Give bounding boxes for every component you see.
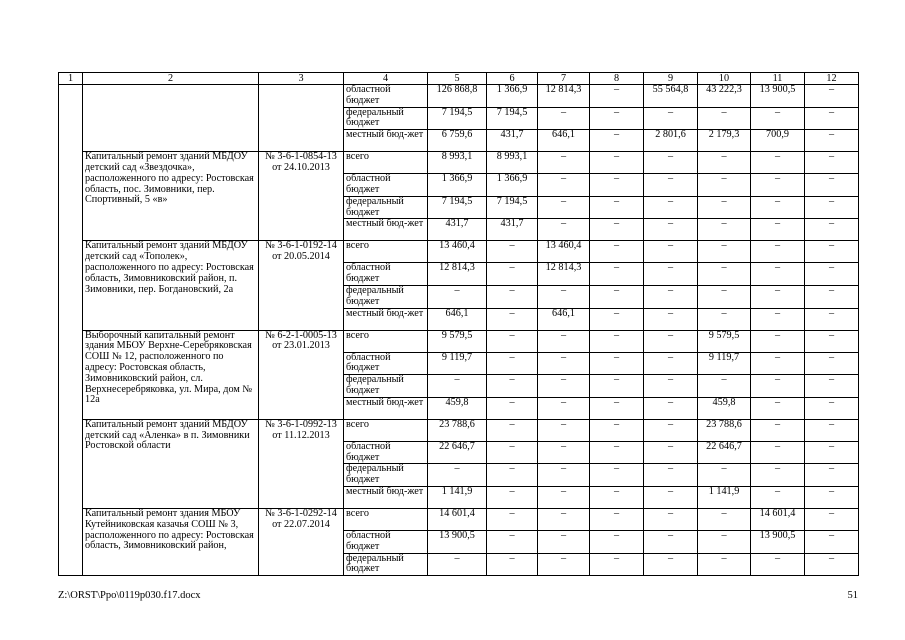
budget-table: [58, 72, 859, 576]
amount-cell: –: [698, 375, 751, 398]
amount-cell: 7 194,5: [487, 107, 538, 130]
amount-cell: 12 814,3: [428, 263, 487, 286]
column-number-cell: 10: [698, 73, 751, 85]
amount-cell: –: [590, 196, 644, 219]
amount-cell: 700,9: [751, 130, 805, 152]
amount-cell: –: [590, 397, 644, 419]
amount-cell: –: [590, 285, 644, 308]
funding-source-cell: федеральный бюджет: [344, 375, 428, 398]
amount-cell: –: [751, 308, 805, 330]
amount-cell: –: [698, 107, 751, 130]
amount-cell: –: [487, 397, 538, 419]
amount-cell: –: [805, 486, 859, 508]
amount-cell: 43 222,3: [698, 85, 751, 108]
amount-cell: –: [698, 152, 751, 174]
table-row: [59, 330, 859, 352]
amount-cell: 9 579,5: [698, 330, 751, 352]
amount-cell: 459,8: [428, 397, 487, 419]
amount-cell: –: [805, 508, 859, 530]
amount-cell: –: [805, 107, 859, 130]
amount-cell: 459,8: [698, 397, 751, 419]
amount-cell: –: [538, 330, 590, 352]
funding-source-cell: областной бюджет: [344, 85, 428, 108]
funding-source-cell: всего: [344, 330, 428, 352]
amount-cell: 1 366,9: [487, 174, 538, 197]
amount-cell: –: [487, 553, 538, 576]
column-number-cell: 5: [428, 73, 487, 85]
amount-cell: –: [805, 174, 859, 197]
amount-cell: –: [644, 464, 698, 487]
amount-cell: –: [538, 174, 590, 197]
amount-cell: –: [698, 553, 751, 576]
amount-cell: –: [590, 107, 644, 130]
row-number-cell: [59, 85, 83, 576]
column-number-cell: 7: [538, 73, 590, 85]
amount-cell: –: [590, 85, 644, 108]
amount-cell: –: [590, 464, 644, 487]
amount-cell: –: [428, 285, 487, 308]
column-number-cell: 4: [344, 73, 428, 85]
object-name-cell: Капитальный ремонт зданий МБДОУ детский сад «Аленка» в п. Зимовники Ростовской области: [83, 419, 259, 508]
amount-cell: –: [487, 441, 538, 464]
amount-cell: 8 993,1: [487, 152, 538, 174]
column-number-cell: 1: [59, 73, 83, 85]
amount-cell: 14 601,4: [751, 508, 805, 530]
funding-source-cell: местный бюд-жет: [344, 308, 428, 330]
table-row: [59, 241, 859, 263]
amount-cell: –: [538, 152, 590, 174]
amount-cell: –: [805, 441, 859, 464]
amount-cell: –: [805, 530, 859, 553]
amount-cell: 13 900,5: [428, 530, 487, 553]
amount-cell: –: [538, 352, 590, 375]
amount-cell: –: [644, 196, 698, 219]
amount-cell: –: [590, 308, 644, 330]
amount-cell: –: [751, 219, 805, 241]
amount-cell: –: [590, 441, 644, 464]
amount-cell: 23 788,6: [428, 419, 487, 441]
amount-cell: –: [590, 508, 644, 530]
amount-cell: –: [590, 375, 644, 398]
amount-cell: –: [538, 375, 590, 398]
amount-cell: –: [538, 285, 590, 308]
funding-source-cell: областной бюджет: [344, 530, 428, 553]
amount-cell: –: [590, 486, 644, 508]
funding-source-cell: областной бюджет: [344, 174, 428, 197]
amount-cell: –: [538, 219, 590, 241]
amount-cell: –: [590, 152, 644, 174]
amount-cell: 55 564,8: [644, 85, 698, 108]
amount-cell: –: [805, 419, 859, 441]
amount-cell: –: [487, 330, 538, 352]
amount-cell: –: [538, 508, 590, 530]
amount-cell: –: [644, 441, 698, 464]
amount-cell: –: [487, 486, 538, 508]
amount-cell: –: [805, 130, 859, 152]
amount-cell: –: [805, 196, 859, 219]
amount-cell: –: [487, 530, 538, 553]
expertise-number-cell: № 3-6-1-0854-13 от 24.10.2013: [259, 152, 344, 241]
amount-cell: –: [428, 553, 487, 576]
amount-cell: 646,1: [538, 308, 590, 330]
amount-cell: –: [751, 196, 805, 219]
column-number-header: [59, 73, 859, 85]
amount-cell: –: [590, 130, 644, 152]
column-number-cell: 12: [805, 73, 859, 85]
amount-cell: 646,1: [538, 130, 590, 152]
amount-cell: –: [644, 107, 698, 130]
amount-cell: 646,1: [428, 308, 487, 330]
amount-cell: –: [538, 464, 590, 487]
amount-cell: –: [644, 553, 698, 576]
amount-cell: –: [805, 152, 859, 174]
amount-cell: –: [751, 241, 805, 263]
amount-cell: –: [644, 419, 698, 441]
column-number-cell: 8: [590, 73, 644, 85]
amount-cell: –: [487, 419, 538, 441]
table-row: [59, 85, 859, 108]
amount-cell: 1 366,9: [487, 85, 538, 108]
amount-cell: –: [805, 397, 859, 419]
funding-source-cell: местный бюд-жет: [344, 486, 428, 508]
amount-cell: –: [644, 308, 698, 330]
column-number-cell: 2: [83, 73, 259, 85]
object-name-cell: Капитальный ремонт здания МБОУ Кутейниковская казачья СОШ № 3, расположенного по адресу: Ростовская область, Зимовниковский район,: [83, 508, 259, 575]
amount-cell: 14 601,4: [428, 508, 487, 530]
amount-cell: –: [751, 375, 805, 398]
amount-cell: –: [487, 241, 538, 263]
amount-cell: 431,7: [487, 219, 538, 241]
funding-source-cell: местный бюд-жет: [344, 397, 428, 419]
amount-cell: –: [487, 285, 538, 308]
amount-cell: –: [644, 263, 698, 286]
amount-cell: 7 194,5: [428, 196, 487, 219]
amount-cell: –: [751, 553, 805, 576]
amount-cell: –: [428, 375, 487, 398]
amount-cell: –: [751, 464, 805, 487]
amount-cell: –: [590, 330, 644, 352]
funding-source-cell: областной бюджет: [344, 441, 428, 464]
amount-cell: –: [590, 219, 644, 241]
amount-cell: –: [751, 352, 805, 375]
amount-cell: 12 814,3: [538, 263, 590, 286]
funding-source-cell: областной бюджет: [344, 352, 428, 375]
amount-cell: –: [590, 352, 644, 375]
amount-cell: –: [487, 263, 538, 286]
table-row: [59, 419, 859, 441]
funding-source-cell: федеральный бюджет: [344, 107, 428, 130]
footer-page-number: 51: [847, 590, 858, 601]
column-number-cell: 11: [751, 73, 805, 85]
amount-cell: –: [751, 397, 805, 419]
object-name-cell: Выборочный капитальный ремонт здания МБОУ Верхне-Серебряковская СОШ № 12, расположенного по адресу: Ростовская область, Зимовниковский район, сл. Верхнесеребряковка, ул. Мира, дом № 12а: [83, 330, 259, 419]
amount-cell: –: [698, 241, 751, 263]
amount-cell: 1 366,9: [428, 174, 487, 197]
amount-cell: 1 141,9: [698, 486, 751, 508]
amount-cell: –: [698, 308, 751, 330]
amount-cell: 12 814,3: [538, 85, 590, 108]
amount-cell: –: [644, 508, 698, 530]
amount-cell: –: [698, 530, 751, 553]
amount-cell: –: [805, 375, 859, 398]
table-row: [59, 152, 859, 174]
funding-source-cell: федеральный бюджет: [344, 553, 428, 576]
amount-cell: 7 194,5: [487, 196, 538, 219]
amount-cell: –: [590, 241, 644, 263]
amount-cell: –: [487, 508, 538, 530]
amount-cell: 13 460,4: [428, 241, 487, 263]
amount-cell: –: [538, 441, 590, 464]
funding-source-cell: всего: [344, 419, 428, 441]
amount-cell: –: [590, 263, 644, 286]
amount-cell: 6 759,6: [428, 130, 487, 152]
funding-source-cell: местный бюд-жет: [344, 219, 428, 241]
amount-cell: 22 646,7: [698, 441, 751, 464]
amount-cell: 22 646,7: [428, 441, 487, 464]
amount-cell: –: [538, 486, 590, 508]
amount-cell: –: [751, 330, 805, 352]
funding-source-cell: всего: [344, 508, 428, 530]
amount-cell: –: [751, 263, 805, 286]
amount-cell: –: [805, 308, 859, 330]
amount-cell: –: [538, 553, 590, 576]
amount-cell: 431,7: [428, 219, 487, 241]
expertise-number-cell: [259, 85, 344, 152]
amount-cell: 8 993,1: [428, 152, 487, 174]
amount-cell: –: [644, 174, 698, 197]
amount-cell: –: [644, 530, 698, 553]
amount-cell: –: [751, 441, 805, 464]
amount-cell: 7 194,5: [428, 107, 487, 130]
amount-cell: –: [751, 152, 805, 174]
amount-cell: 431,7: [487, 130, 538, 152]
amount-cell: 13 900,5: [751, 85, 805, 108]
amount-cell: –: [487, 464, 538, 487]
object-name-cell: [83, 85, 259, 152]
amount-cell: –: [590, 530, 644, 553]
amount-cell: –: [805, 285, 859, 308]
column-number-cell: 3: [259, 73, 344, 85]
expertise-number-cell: № 6-2-1-0005-13 от 23.01.2013: [259, 330, 344, 419]
amount-cell: 9 119,7: [698, 352, 751, 375]
amount-cell: –: [590, 174, 644, 197]
amount-cell: –: [644, 375, 698, 398]
amount-cell: –: [698, 196, 751, 219]
amount-cell: –: [538, 196, 590, 219]
amount-cell: –: [590, 419, 644, 441]
funding-source-cell: всего: [344, 152, 428, 174]
amount-cell: –: [805, 464, 859, 487]
amount-cell: –: [538, 107, 590, 130]
funding-source-cell: федеральный бюджет: [344, 196, 428, 219]
amount-cell: –: [805, 241, 859, 263]
funding-source-cell: местный бюд-жет: [344, 130, 428, 152]
amount-cell: –: [698, 219, 751, 241]
amount-cell: –: [644, 285, 698, 308]
amount-cell: –: [805, 219, 859, 241]
amount-cell: –: [590, 553, 644, 576]
amount-cell: –: [805, 352, 859, 375]
amount-cell: –: [644, 397, 698, 419]
amount-cell: –: [751, 174, 805, 197]
amount-cell: –: [698, 174, 751, 197]
amount-cell: –: [538, 419, 590, 441]
amount-cell: 2 801,6: [644, 130, 698, 152]
amount-cell: –: [487, 308, 538, 330]
amount-cell: 13 900,5: [751, 530, 805, 553]
amount-cell: –: [698, 263, 751, 286]
amount-cell: –: [487, 352, 538, 375]
amount-cell: 9 579,5: [428, 330, 487, 352]
funding-source-cell: федеральный бюджет: [344, 285, 428, 308]
table-row: [59, 508, 859, 530]
amount-cell: –: [644, 219, 698, 241]
amount-cell: 23 788,6: [698, 419, 751, 441]
object-name-cell: Капитальный ремонт зданий МБДОУ детский сад «Тополек», расположенного по адресу: Ростовская область, Зимовниковский район, п. Зимовники, пер. Богдановский, 2а: [83, 241, 259, 330]
amount-cell: –: [698, 464, 751, 487]
amount-cell: 126 868,8: [428, 85, 487, 108]
amount-cell: –: [538, 397, 590, 419]
expertise-number-cell: № 3-6-1-0992-13 от 11.12.2013: [259, 419, 344, 508]
expertise-number-cell: № 3-6-1-0192-14 от 20.05.2014: [259, 241, 344, 330]
amount-cell: 1 141,9: [428, 486, 487, 508]
column-number-cell: 6: [487, 73, 538, 85]
footer-file-path: Z:\ORST\Ppo\0119p030.f17.docx: [58, 590, 201, 601]
expertise-number-cell: № 3-6-1-0292-14 от 22.07.2014: [259, 508, 344, 575]
funding-source-cell: областной бюджет: [344, 263, 428, 286]
column-number-cell: 9: [644, 73, 698, 85]
amount-cell: –: [805, 85, 859, 108]
amount-cell: –: [751, 107, 805, 130]
amount-cell: –: [805, 553, 859, 576]
amount-cell: –: [644, 352, 698, 375]
amount-cell: –: [538, 530, 590, 553]
amount-cell: 13 460,4: [538, 241, 590, 263]
amount-cell: –: [751, 419, 805, 441]
object-name-cell: Капитальный ремонт зданий МБДОУ детский сад «Звездочка», расположенного по адресу: Ростовская область, пос. Зимовники, пер. Спортивный, 5 «в»: [83, 152, 259, 241]
amount-cell: –: [751, 285, 805, 308]
amount-cell: 9 119,7: [428, 352, 487, 375]
amount-cell: –: [698, 285, 751, 308]
amount-cell: –: [644, 486, 698, 508]
amount-cell: –: [698, 508, 751, 530]
amount-cell: 2 179,3: [698, 130, 751, 152]
amount-cell: –: [751, 486, 805, 508]
amount-cell: –: [805, 330, 859, 352]
amount-cell: –: [644, 152, 698, 174]
funding-source-cell: всего: [344, 241, 428, 263]
amount-cell: –: [644, 330, 698, 352]
amount-cell: –: [644, 241, 698, 263]
amount-cell: –: [428, 464, 487, 487]
amount-cell: –: [805, 263, 859, 286]
funding-source-cell: федеральный бюджет: [344, 464, 428, 487]
amount-cell: –: [487, 375, 538, 398]
